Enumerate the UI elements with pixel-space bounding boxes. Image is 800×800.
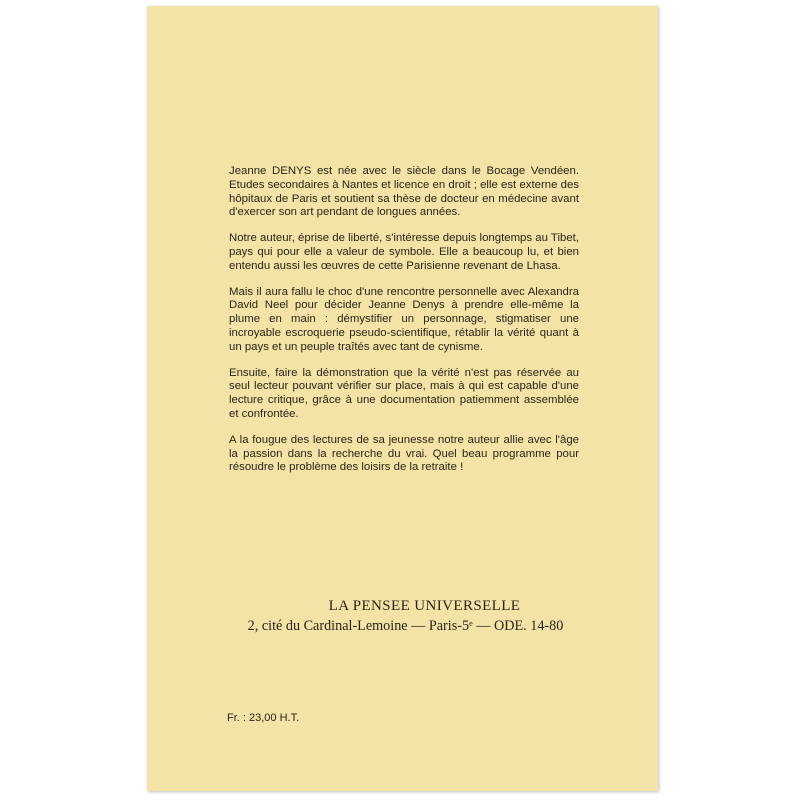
blurb-paragraph: Notre auteur, éprise de liberté, s'intéresse depuis longtemps au Tibet, pays qui pour elle a valeur de symbole. Elle a beaucoup lu, et bien entendu aussi les œuvres de cette Parisienne revenant de Lhasa. xyxy=(229,232,579,272)
publisher-address: 2, cité du Cardinal-Lemoine — Paris-5ᵉ — ODE. 14-80 xyxy=(247,618,564,634)
author-blurb xyxy=(229,165,579,487)
price-label: Fr. : 23,00 H.T. xyxy=(227,712,300,724)
blurb-paragraph: Ensuite, faire la démonstration que la vérité n'est pas réservée au seul lecteur pouvant vérifier sur place, mais à qui est capable d'une lecture critique, grâce à une documentation patiemment assemblée et confrontée. xyxy=(229,366,579,420)
publisher-name: LA PENSEE UNIVERSELLE xyxy=(328,598,521,614)
book-back-cover xyxy=(147,6,658,791)
blurb-paragraph: Mais il aura fallu le choc d'une rencontre personnelle avec Alexandra David Neel pour décider Jeanne Denys à prendre elle-même la plume en main : démystifier un personnage, stigmatiser une incroyable escroquerie pseudo-scientifique, rétablir la vérité quant à un pays et un peuple traîtés avec tant de cynisme. xyxy=(229,285,579,353)
publisher-block xyxy=(147,596,658,636)
blurb-paragraph: A la fougue des lectures de sa jeunesse notre auteur allie avec l'âge la passion dans la recherche du vrai. Quel beau programme pour résoudre le problème des loisirs de la retraite ! xyxy=(229,433,579,474)
blurb-paragraph: Jeanne DENYS est née avec le siècle dans le Bocage Vendéen. Etudes secondaires à Nantes et licence en droit ; elle est externe des hôpitaux de Paris et soutient sa thèse de docteur en médecine avant d'exercer son art pendant de longues années. xyxy=(229,165,579,219)
